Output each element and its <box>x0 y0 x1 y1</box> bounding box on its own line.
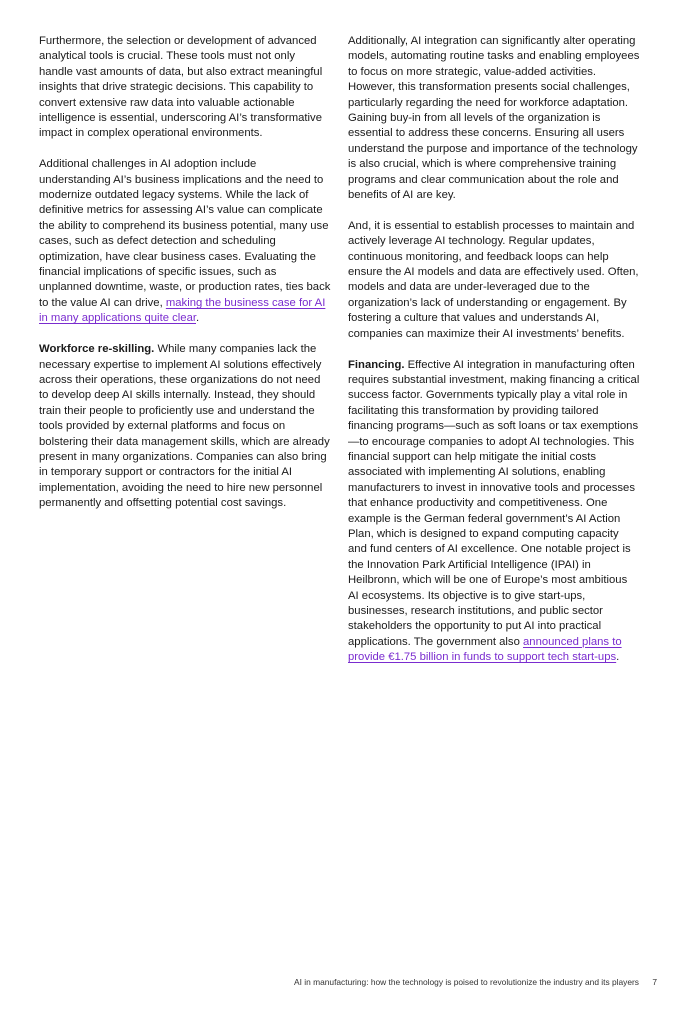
left-column <box>39 34 331 527</box>
paragraph-operating-models: Additionally, AI integration can significantly alter operating models, automating routine tasks and enabling employees to focus on more strategic, value-added activities. However, this transformation presents social challenges, particularly regarding the need for workforce adaptation. Gaining buy-in from all levels of the organization is essential to address these concerns. Ensuring all users understand the purpose and importance of the technology is also crucial, which is where comprehensive training programs and clear communication about the role and benefits of AI are key. <box>348 35 640 202</box>
footer-title: AI in manufacturing: how the technology is poised to revolutionize the industry and its players <box>294 977 639 987</box>
paragraph-ai-adoption-challenges <box>39 157 331 326</box>
paragraph-text: Additional challenges in AI adoption include understanding AI’s business implications and the need to modernize outdated legacy systems. While the lack of definitive metrics for assessing AI’s value can complicate the ability to comprehend its business potential, many use cases, such as defect detection and scheduling optimization, have clear business cases. Evaluating the financial implications of specific issues, such as unplanned downtime, waste, or production rates, ties back to the value AI can drive, <box>39 158 331 309</box>
section-lead-financing: Financing. <box>348 358 405 371</box>
right-column <box>348 34 640 681</box>
paragraph-end: . <box>616 651 620 664</box>
paragraph-text: Effective AI integration in manufacturing often requires substantial investment, making financing a critical success factor. Governments typically play a vital role in facilitating this transformation by providing tailored financing programs—such as soft loans or tax exemptions—to encourage companies to adopt AI technologies. This financial support can help mitigate the initial costs associated with implementing AI solutions, enabling manufacturers to invest in innovative tools and processes that enhance productivity and competitiveness. One example is the German federal government’s AI Action Plan, which is designed to expand computing capacity and fund centers of AI excellence. One notable project is the Innovation Park Artificial Intelligence (IPAI) in Heilbronn, which will be one of Europe’s most ambitious AI ecosystems. Its objective is to give start-ups, businesses, research institutions, and public sector stakeholders the opportunity to put AI into practical applications. The government also <box>348 358 640 648</box>
paragraph-workforce-reskilling <box>39 342 331 511</box>
paragraph-analytical-tools: Furthermore, the selection or development of advanced analytical tools is crucial. These tools must not only handle vast amounts of data, but also extract meaningful insights that drive strategic decisions. This capability to convert extensive raw data into valuable actionable intelligence is essential, underscoring AI’s transformative impact in complex operational environments. <box>39 35 323 140</box>
paragraph-text: While many companies lack the necessary expertise to implement AI solutions effectively across their operations, these organizations do not need to develop deep AI skills internally. Instead, they should train their people to proficiently use and understand the tools provided by external platforms and focus on bolstering their data management skills, which are already present in many organizations. Companies can also bring in temporary support or contractors for the initial AI implementation, avoiding the need to hire new personnel permanently and offsetting potential cost savings. <box>39 343 330 510</box>
paragraph-financing <box>348 358 640 666</box>
paragraph-end: . <box>196 312 200 325</box>
business-case-link[interactable]: making the business case for AI in many applications quite clear <box>39 296 326 325</box>
section-lead-workforce: Workforce re-skilling. <box>39 343 155 356</box>
page-number: 7 <box>652 977 657 987</box>
funding-announcement-link[interactable]: announced plans to provide €1.75 billion in funds to support tech start-ups <box>348 635 622 664</box>
paragraph-maintain-processes: And, it is essential to establish processes to maintain and actively leverage AI technology. Regular updates, continuous monitoring, and feedback loops can help ensure the AI models and data are effectively used. Often, models and data are under-leveraged due to the organization’s lack of understanding or engagement. By fostering a culture that values and understands AI, companies can maximize their AI investments’ benefits. <box>348 219 639 340</box>
